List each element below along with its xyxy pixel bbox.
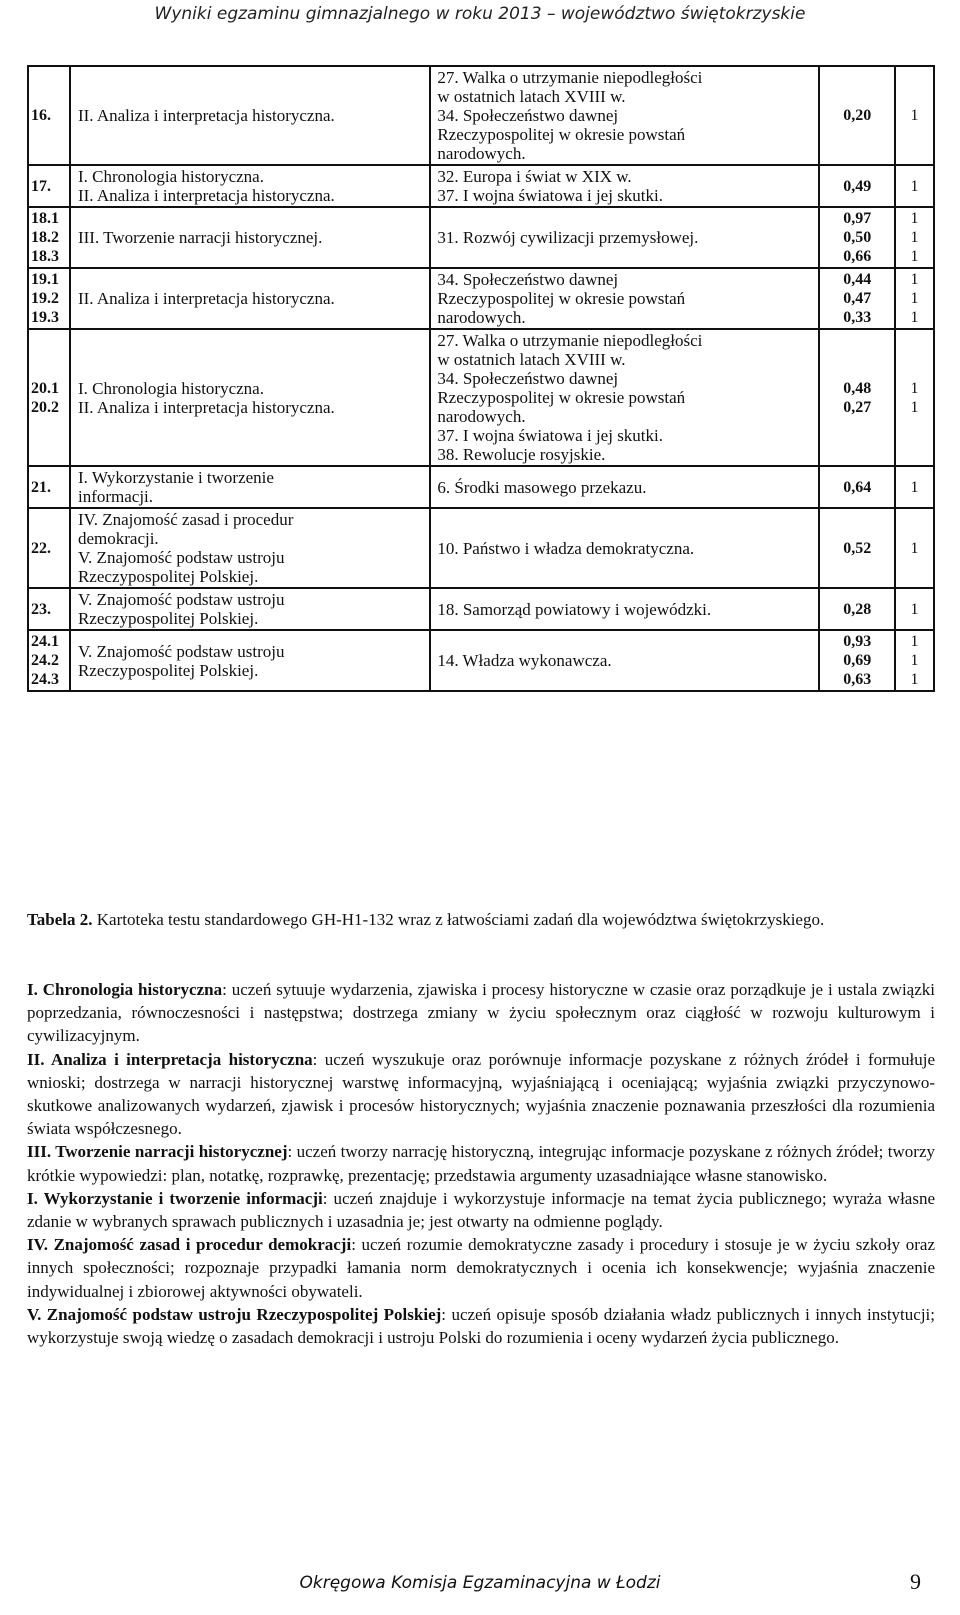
difficulty-cell: [819, 207, 895, 268]
skill-cell: [70, 329, 430, 466]
task-number-line: 20.2: [31, 398, 59, 416]
task-number-line: 17.: [31, 177, 51, 195]
points-cell-line: 1: [910, 671, 919, 688]
task-number-line: 18.3: [31, 248, 59, 265]
caption-label: Tabela 2.: [27, 910, 93, 929]
skill-cell-line: II. Analiza i interpretacja historyczna.: [77, 106, 335, 125]
skill-cell-line: IV. Znajomość zasad i procedur: [77, 510, 294, 529]
definition-text: : uczeń sytuuje wydarzenia, zjawiska i procesy historyczne w czasie oraz porządkuje je i ustala związki poprzedzania, równoczesności i następstwa; dostrzega zmiany w życiu społecznym oraz ciągłość w rozwoju kulturowym i cywilizacyjnym.: [27, 980, 935, 1046]
content-cell-line: narodowych.: [437, 407, 526, 426]
table-row: [28, 630, 934, 691]
content-cell: [430, 268, 819, 329]
points-cell-line: 1: [910, 478, 919, 496]
content-cell: [430, 508, 819, 588]
skill-cell-line: III. Tworzenie narracji historycznej.: [77, 228, 323, 247]
task-number-line: 24.2: [31, 652, 59, 669]
task-number-line: 16.: [31, 107, 51, 124]
definition-term: IV. Znajomość zasad i procedur demokracji: [27, 1235, 352, 1255]
skill-cell-line: V. Znajomość podstaw ustroju: [77, 590, 285, 609]
definition-term: V. Znajomość podstaw ustroju Rzeczypospolitej Polskiej: [27, 1304, 442, 1324]
table-row: [28, 165, 934, 207]
content-cell: [430, 329, 819, 466]
points-cell-line: 1: [910, 652, 919, 669]
skill-cell-line: Rzeczypospolitej Polskiej.: [77, 567, 259, 586]
skill-cell-line: I. Chronologia historyczna.: [77, 167, 264, 186]
definition: [27, 1048, 935, 1141]
definition: [27, 978, 935, 1048]
content-cell: [430, 165, 819, 207]
points-cell-line: 1: [910, 107, 919, 124]
content-cell: [430, 207, 819, 268]
difficulty-cell-line: 0,66: [843, 248, 872, 265]
points-cell-line: 1: [910, 600, 919, 618]
content-cell-line: w ostatnich latach XVIII w.: [437, 350, 626, 369]
points-cell: [895, 466, 934, 508]
points-cell-line: 1: [910, 290, 919, 307]
points-cell-line: 1: [910, 210, 919, 227]
task-number-line: 19.2: [31, 290, 59, 307]
test-table: [27, 65, 935, 692]
table-row: [28, 329, 934, 466]
task-number: [28, 207, 70, 268]
definition-text: : uczeń tworzy narrację historyczną, integrując informacje pozyskane z różnych źródeł; tworzy krótkie wypowiedzi: plan, notatkę, rozprawkę, prezentację; przedstawia argumenty uzasadniające własne stanowisko.: [27, 1142, 936, 1185]
content-cell-line: 27. Walka o utrzymanie niepodległości: [437, 331, 703, 350]
task-number-line: 24.1: [31, 633, 59, 650]
difficulty-cell: [819, 630, 895, 691]
task-number-line: 18.2: [31, 229, 59, 246]
task-number: [28, 630, 70, 691]
points-cell: [895, 588, 934, 630]
difficulty-cell-line: 0,52: [843, 539, 872, 557]
difficulty-cell-line: 0,69: [843, 652, 872, 669]
points-cell: [895, 268, 934, 329]
skill-cell-line: I. Wykorzystanie i tworzenie: [77, 468, 274, 487]
difficulty-cell-line: 0,33: [843, 309, 872, 326]
difficulty-cell: [819, 329, 895, 466]
definition: [27, 1140, 935, 1186]
content-cell: [430, 66, 819, 165]
content-cell-line: 31. Rozwój cywilizacji przemysłowej.: [437, 228, 699, 247]
skill-cell-line: Rzeczypospolitej Polskiej.: [77, 609, 259, 628]
content-cell-line: 10. Państwo i władza demokratyczna.: [437, 538, 695, 558]
task-number: [28, 329, 70, 466]
difficulty-cell-line: 0,20: [843, 107, 872, 124]
page-footer: Okręgowa Komisja Egzaminacyjna w Łodzi: [299, 1573, 661, 1593]
page-number: 9: [910, 1569, 921, 1594]
difficulty-cell-line: 0,50: [843, 229, 872, 246]
difficulty-cell: [819, 268, 895, 329]
definition: [27, 1233, 935, 1303]
content-cell-line: 18. Samorząd powiatowy i wojewódzki.: [437, 599, 712, 619]
table-row: [28, 588, 934, 630]
definition: [27, 1187, 935, 1233]
task-number-line: 24.3: [31, 671, 59, 688]
skill-cell: [70, 588, 430, 630]
task-number: [28, 66, 70, 165]
definition-term: I. Chronologia historyczna: [27, 980, 223, 999]
task-number-line: 23.: [31, 600, 51, 618]
content-cell-line: Rzeczypospolitej w okresie powstań: [437, 125, 686, 144]
definition-text: : uczeń rozumie demokratyczne zasady i procedury i stosuje je w życiu szkoły oraz innych społeczności; rozpoznaje przypadki łamania norm demokratycznych i ocenia ich konsekwencje; wyjaśnia znaczenie indywidualnej i zbiorowej aktywności obywateli.: [27, 1235, 935, 1301]
points-cell-line: 1: [910, 309, 919, 326]
skill-cell-line: II. Analiza i interpretacja historyczna.: [77, 186, 335, 205]
points-cell-line: 1: [910, 379, 919, 397]
difficulty-cell-line: 0,47: [843, 290, 872, 307]
points-cell: [895, 630, 934, 691]
caption-text: Kartoteka testu standardowego GH-H1-132 wraz z łatwościami zadań dla województwa świętokrzyskiego.: [96, 910, 825, 929]
skill-cell: [70, 165, 430, 207]
difficulty-cell-line: 0,48: [843, 379, 872, 397]
difficulty-cell: [819, 466, 895, 508]
task-number: [28, 588, 70, 630]
content-cell-line: 32. Europa i świat w XIX w.: [437, 167, 632, 186]
content-cell: [430, 466, 819, 508]
definitions: [27, 978, 935, 1349]
task-number-line: 20.1: [31, 379, 59, 397]
task-number: [28, 165, 70, 207]
skill-cell-line: II. Analiza i interpretacja historyczna.: [77, 289, 335, 308]
content-cell-line: narodowych.: [437, 308, 526, 327]
definition-term: III. Tworzenie narracji historycznej: [27, 1142, 288, 1162]
task-number: [28, 466, 70, 508]
skill-cell-line: V. Znajomość podstaw ustroju: [77, 548, 285, 567]
content-cell: [430, 588, 819, 630]
points-cell: [895, 165, 934, 207]
points-cell: [895, 329, 934, 466]
task-number-line: 21.: [31, 478, 51, 496]
content-cell-line: 34. Społeczeństwo dawnej: [437, 106, 619, 125]
skill-cell: [70, 630, 430, 691]
content-cell-line: 27. Walka o utrzymanie niepodległości: [437, 68, 703, 87]
definition-text: : uczeń znajduje i wykorzystuje informacje na temat życia publicznego; wyraża własne zdanie w wybranych sprawach publicznych i uzasadnia je; jest otwarty na odmienne poglądy.: [27, 1188, 936, 1232]
points-cell-line: 1: [910, 539, 919, 557]
skill-cell: [70, 466, 430, 508]
task-number: [28, 268, 70, 329]
table-row: [28, 466, 934, 508]
difficulty-cell: [819, 588, 895, 630]
skill-cell: [70, 207, 430, 268]
difficulty-cell-line: 0,27: [843, 398, 872, 416]
difficulty-cell-line: 0,93: [843, 633, 872, 650]
skill-cell-line: I. Chronologia historyczna.: [77, 378, 264, 398]
content-cell-line: 34. Społeczeństwo dawnej: [437, 369, 619, 388]
content-cell-line: 34. Społeczeństwo dawnej: [437, 270, 619, 289]
points-cell-line: 1: [910, 271, 919, 288]
table-row: [28, 508, 934, 588]
table-row: [28, 207, 934, 268]
difficulty-cell-line: 0,44: [843, 271, 872, 288]
definition-text: : uczeń opisuje sposób działania władz publicznych i innych instytucji; wykorzystuje swoją wiedzę o zasadach demokracji i ustroju Polski do rozumienia i oceny wydarzeń życia publicznego.: [27, 1304, 935, 1348]
skill-cell-line: Rzeczypospolitej Polskiej.: [77, 660, 259, 680]
points-cell: [895, 508, 934, 588]
content-cell-line: Rzeczypospolitej w okresie powstań: [437, 388, 686, 407]
definition-term: I. Wykorzystanie i tworzenie informacji: [27, 1188, 323, 1208]
points-cell-line: 1: [910, 633, 919, 650]
skill-cell-line: II. Analiza i interpretacja historyczna.: [77, 397, 335, 417]
skill-cell-line: informacji.: [77, 487, 154, 506]
task-number-line: 19.1: [31, 271, 59, 288]
content-cell-line: narodowych.: [437, 144, 526, 163]
difficulty-cell-line: 0,97: [843, 210, 872, 227]
task-number-line: 18.1: [31, 210, 59, 227]
content-cell-line: 37. I wojna światowa i jej skutki.: [437, 186, 664, 205]
difficulty-cell: [819, 66, 895, 165]
content-cell-line: 6. Środki masowego przekazu.: [437, 477, 647, 497]
definition-term: II. Analiza i interpretacja historyczna: [27, 1049, 313, 1069]
points-cell-line: 1: [910, 248, 919, 265]
difficulty-cell-line: 0,63: [843, 671, 872, 688]
difficulty-cell-line: 0,49: [843, 177, 872, 195]
difficulty-cell: [819, 508, 895, 588]
skill-cell: [70, 268, 430, 329]
points-cell-line: 1: [910, 177, 919, 195]
content-cell: [430, 630, 819, 691]
difficulty-cell: [819, 165, 895, 207]
table-row: [28, 66, 934, 165]
difficulty-cell-line: 0,64: [843, 478, 872, 496]
table-row: [28, 268, 934, 329]
content-cell-line: w ostatnich latach XVIII w.: [437, 87, 626, 106]
difficulty-cell-line: 0,28: [843, 600, 872, 618]
points-cell-line: 1: [910, 229, 919, 246]
points-cell: [895, 207, 934, 268]
points-cell: [895, 66, 934, 165]
definition: [27, 1303, 935, 1349]
task-number: [28, 508, 70, 588]
task-number-line: 19.3: [31, 309, 59, 326]
points-cell-line: 1: [910, 398, 919, 416]
skill-cell-line: V. Znajomość podstaw ustroju: [77, 641, 285, 661]
content-cell-line: 37. I wojna światowa i jej skutki.: [437, 426, 664, 445]
content-cell-line: 38. Rewolucje rosyjskie.: [437, 445, 606, 464]
definition-text: : uczeń wyszukuje oraz porównuje informacje pozyskane z różnych źródeł i formułuje wnioski; dostrzega w narracji historycznej warstwę informacyjną, wyjaśniającą i oceniającą; wyjaśnia związki przyczynowo-skutkowe analizowanych wydarzeń, zjawisk i procesów historycznych; wyjaśnia znaczenie poznawania przeszłości dla rozumienia świata współczesnego.: [27, 1049, 935, 1139]
skill-cell: [70, 66, 430, 165]
content-cell-line: Rzeczypospolitej w okresie powstań: [437, 289, 686, 308]
skill-cell-line: demokracji.: [77, 529, 159, 548]
table-caption: [27, 910, 935, 929]
skill-cell: [70, 508, 430, 588]
content-cell-line: 14. Władza wykonawcza.: [437, 651, 612, 670]
task-number-line: 22.: [31, 539, 51, 557]
page-header: Wyniki egzaminu gimnazjalnego w roku 2013 – województwo świętokrzyskie: [154, 4, 806, 24]
